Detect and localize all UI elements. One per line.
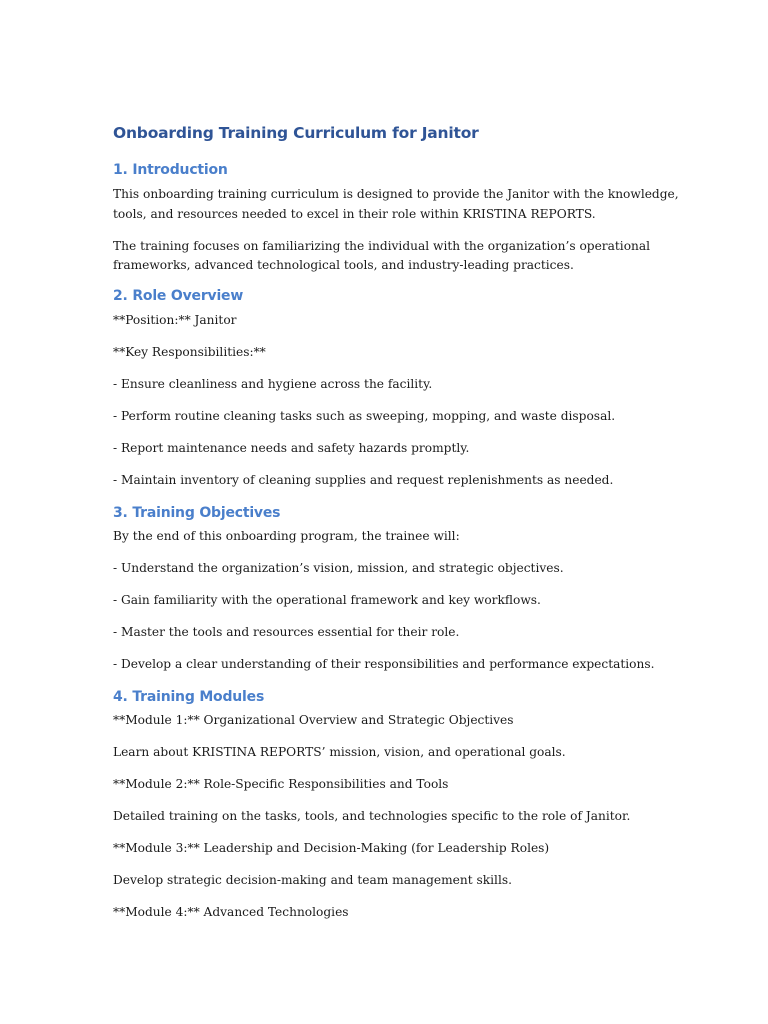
module-title: **Module 1:** Organizational Overview and Strategic Objectives — [113, 713, 514, 727]
section-heading-training-objectives: 3. Training Objectives — [113, 505, 281, 521]
paragraph-line: tools, and resources needed to excel in their role within KRISTINA REPORTS. — [113, 207, 596, 221]
module-title: **Module 4:** Advanced Technologies — [113, 905, 349, 919]
paragraph-line: The training focuses on familiarizing the individual with the organization’s operational — [113, 239, 651, 253]
module-title: **Module 2:** Role-Specific Responsibilities and Tools — [113, 777, 449, 791]
key-responsibilities-label: **Key Responsibilities:** — [113, 345, 266, 359]
objectives-intro: By the end of this onboarding program, the trainee will: — [113, 529, 460, 543]
list-item: - Gain familiarity with the operational framework and key workflows. — [113, 593, 541, 607]
list-item: - Perform routine cleaning tasks such as sweeping, mopping, and waste disposal. — [113, 409, 616, 423]
section-heading-role-overview: 2. Role Overview — [113, 288, 244, 304]
section-heading-introduction: 1. Introduction — [113, 162, 228, 178]
list-item: - Master the tools and resources essential for their role. — [113, 625, 460, 639]
module-description: Detailed training on the tasks, tools, and technologies specific to the role of Janitor. — [113, 809, 631, 823]
module-description: Develop strategic decision-making and team management skills. — [113, 873, 512, 887]
module-title: **Module 3:** Leadership and Decision-Making (for Leadership Roles) — [113, 841, 550, 855]
position-line: **Position:** Janitor — [113, 313, 237, 327]
document-title: Onboarding Training Curriculum for Janitor — [113, 124, 479, 142]
section-heading-training-modules: 4. Training Modules — [113, 689, 265, 705]
list-item: - Report maintenance needs and safety hazards promptly. — [113, 441, 470, 455]
list-item: - Understand the organization’s vision, mission, and strategic objectives. — [113, 561, 564, 575]
list-item: - Develop a clear understanding of their responsibilities and performance expectations. — [113, 657, 655, 671]
list-item: - Ensure cleanliness and hygiene across the facility. — [113, 377, 433, 391]
paragraph-line: This onboarding training curriculum is designed to provide the Janitor with the knowledge, — [113, 187, 679, 201]
list-item: - Maintain inventory of cleaning supplies and request replenishments as needed. — [113, 473, 614, 487]
module-description: Learn about KRISTINA REPORTS’ mission, vision, and operational goals. — [113, 745, 566, 759]
paragraph-line: frameworks, advanced technological tools, and industry-leading practices. — [113, 258, 574, 272]
